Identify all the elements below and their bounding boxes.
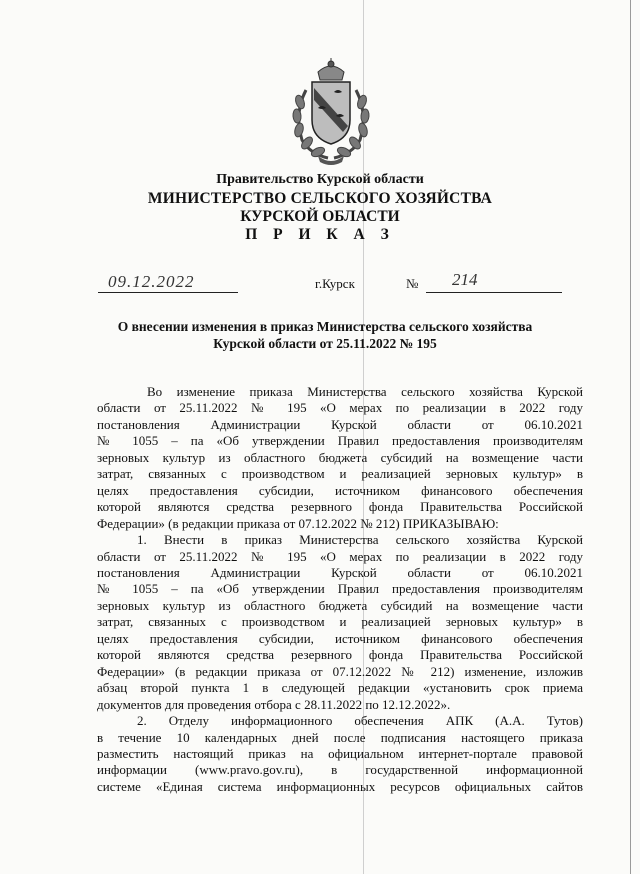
text-line: затрат, связанных с производством и реализацией зерновых культур» в: [97, 614, 583, 630]
paragraph-preamble: [97, 384, 583, 532]
text-line: зерновых культур из областного бюджета субсидий на возмещение части: [97, 597, 583, 613]
text-line: абзац второй пункта 1 в следующей редакции «установить срок приема: [97, 680, 583, 696]
order-number: 214: [452, 270, 478, 289]
paragraph-item-1: [97, 532, 583, 713]
text-line: области от 25.11.2022 № 195 «О мерах по реализации в 2022 году: [97, 400, 583, 416]
text-line: целях предоставления субсидии, источником финансового обеспечения: [97, 630, 583, 646]
government-name: Правительство Курской области: [216, 172, 424, 187]
text-line: документов для проведения отбора с 28.11.2022 по 12.12.2022».: [97, 696, 451, 712]
order-title-line: Курской области от 25.11.2022 № 195: [213, 336, 437, 351]
text-line: № 1055 – па «Об утверждении Правил предоставления производителям: [97, 433, 583, 449]
order-city: г.Курск: [315, 276, 355, 291]
text-line: затрат, связанных с производством и реализацией зерновых культур» в: [97, 466, 583, 482]
order-title-line: О внесении изменения в приказ Министерства сельского хозяйства: [117, 319, 533, 334]
text-line: которой являются средства резервного фонда Правительства Российской: [97, 499, 583, 515]
coat-of-arms-emblem: [288, 58, 374, 166]
text-line: 2. Отделу информационного обеспечения АПК (А.А. Тутов): [137, 713, 583, 729]
text-line: информации (www.pravo.gov.ru), в государственной информационной: [97, 762, 583, 778]
date-underline: [98, 292, 238, 293]
paragraph-item-2: [97, 713, 583, 795]
order-date: 09.12.2022: [108, 272, 195, 291]
text-line: Федерации» (в редакции приказа от 07.12.2022 № 212) ПРИКАЗЫВАЮ:: [97, 515, 499, 531]
number-sign: №: [406, 276, 419, 291]
number-underline: [426, 292, 562, 293]
text-line: постановления Администрации Курской области от 06.10.2021: [97, 416, 583, 432]
text-line: разместить настоящий приказ на официальном интернет-портале правовой: [97, 745, 583, 761]
text-line: № 1055 – па «Об утверждении Правил предоставления производителям: [97, 581, 583, 597]
text-line: области от 25.11.2022 № 195 «О мерах по реализации в 2022 году: [97, 548, 583, 564]
order-body: [97, 384, 583, 795]
scan-edge-line: [630, 0, 631, 874]
text-line: целях предоставления субсидии, источником финансового обеспечения: [97, 482, 583, 498]
text-line: Федерации» (в редакции приказа от 07.12.2022 № 212) изменение, изложив: [97, 663, 583, 679]
text-line: в течение 10 календарных дней после подписания настоящего приказа: [97, 729, 583, 745]
text-line: системе «Единая система информационных ресурсов официальных сайтов: [97, 778, 583, 794]
text-line: зерновых культур из областного бюджета субсидий на возмещение части: [97, 449, 583, 465]
text-line: Во изменение приказа Министерства сельского хозяйства Курской: [147, 384, 583, 399]
ministry-name: МИНИСТЕРСТВО СЕЛЬСКОГО ХОЗЯЙСТВА: [147, 190, 493, 207]
order-title: [80, 318, 570, 352]
document-type: П Р И К А З: [245, 226, 395, 243]
text-line: которой являются средства резервного фонда Правительства Российской: [97, 647, 583, 663]
region-name: КУРСКОЙ ОБЛАСТИ: [240, 208, 400, 225]
text-line: постановления Администрации Курской области от 06.10.2021: [97, 564, 583, 580]
text-line: 1. Внести в приказ Министерства сельского хозяйства Курской: [137, 532, 583, 548]
